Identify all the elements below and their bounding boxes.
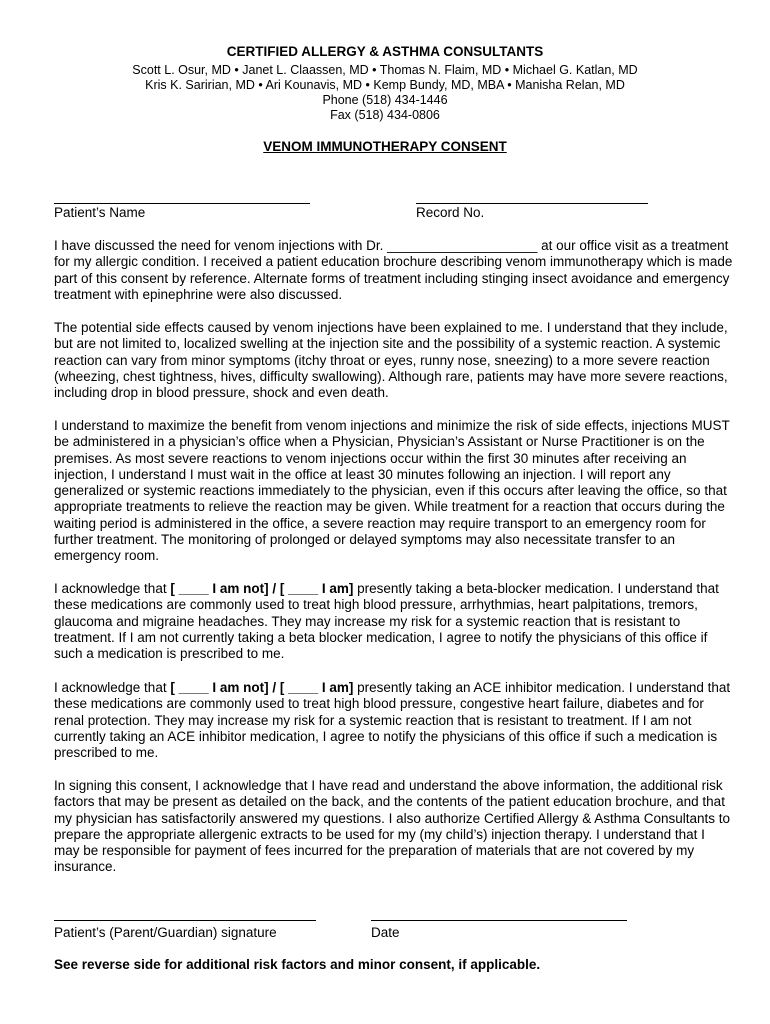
paragraph-beta-blocker (54, 581, 734, 662)
patient-name-field[interactable] (54, 203, 310, 204)
form-title: VENOM IMMUNOTHERAPY CONSENT (263, 139, 507, 154)
reverse-side-note: See reverse side for additional risk factors and minor consent, if applicable. (54, 957, 541, 972)
beta-blocker-choice[interactable]: [ ____ I am not] / [ ____ I am] (170, 581, 354, 596)
date-label: Date (371, 925, 400, 940)
phone-number: Phone (518) 434-1446 (322, 93, 448, 107)
patient-name-label: Patient’s Name (54, 205, 146, 220)
signature-label: Patient’s (Parent/Guardian) signature (54, 925, 277, 940)
date-field[interactable] (371, 920, 627, 921)
record-no-label: Record No. (416, 205, 485, 220)
beta-blocker-lead: I acknowledge that (54, 581, 171, 596)
paragraph-signing-consent: In signing this consent, I acknowledge that I have read and understand the above information, the additional risk factors that may be present as detailed on the back, and the contents of the patient education brochure, and that my physician has satisfactorily answered my questions. I also authorize Certified Allergy & Asthma Consultants to prepare the appropriate allergenic extracts to be used for my (my child’s) injection therapy. I understand that I may be responsible for payment of fees incurred for the preparation of materials that are not covered by my insurance. (54, 778, 731, 875)
signature-field[interactable] (54, 920, 316, 921)
ace-inhibitor-text: presently taking an ACE inhibitor medication. I understand that these medications are commonly used to treat high blood pressure, congestive heart failure, diabetes and for renal protection. They may increase my risk for a systemic reaction that is resistant to treatment. If I am not currently taking an ACE inhibitor medication, I agree to notify the physicians of this office if such a medication is prescribed to me. (54, 680, 731, 761)
ace-inhibitor-choice[interactable]: [ ____ I am not] / [ ____ I am] (170, 680, 354, 695)
paragraph-ace-inhibitor (54, 680, 734, 761)
paragraph-side-effects: The potential side effects caused by venom injections have been explained to me. I understand that they include, but are not limited to, localized swelling at the injection site and the possibility of a systemic reaction. A systemic reaction can vary from minor symptoms (itchy throat or eyes, runny nose, sneezing) to a more severe reaction (wheezing, chest tightness, hives, difficulty swallowing). Although rare, patients may have more severe reactions, including drop in blood pressure, shock and even death. (54, 320, 728, 401)
paragraph-discussion: I have discussed the need for venom injections with Dr. ____________________ at our office visit as a treatment for my allergic condition. I received a patient education brochure describing venom immunotherapy which is made part of this consent by reference. Alternate forms of treatment including stinging insect avoidance and emergency treatment with epinephrine were also discussed. (54, 238, 733, 302)
physicians-line-2: Kris K. Saririan, MD • Ari Kounavis, MD • Kemp Bundy, MD, MBA • Manisha Relan, MD (145, 78, 625, 92)
beta-blocker-text: presently taking a beta-blocker medication. I understand that these medications are commonly used to treat high blood pressure, arrhythmias, heart palpitations, tremors, glaucoma and migraine headaches. They may increase my risk for a systemic reaction that is resistant to treatment. If I am not currently taking a beta blocker medication, I agree to notify the physicians of this office if such a medication is prescribed to me. (54, 581, 719, 662)
fax-number: Fax (518) 434-0806 (330, 108, 440, 122)
record-no-field[interactable] (416, 203, 648, 204)
physicians-line-1: Scott L. Osur, MD • Janet L. Claassen, MD • Thomas N. Flaim, MD • Michael G. Katlan, MD (132, 63, 638, 77)
practice-name: CERTIFIED ALLERGY & ASTHMA CONSULTANTS (226, 44, 544, 59)
ace-inhibitor-lead: I acknowledge that (54, 680, 171, 695)
paragraph-administration: I understand to maximize the benefit from venom injections and minimize the risk of side effects, injections MUST be administered in a physician’s office when a Physician, Physician’s Assistant or Nurse Practitioner is on the premises. As most severe reactions to venom injections occur within the first 30 minutes after receiving an injection, I understand I must wait in the office at least 30 minutes following an injection. I will report any generalized or systemic reactions immediately to the physician, even if this occurs after leaving the office, so that appropriate treatments to relieve the reaction may be given. While treatment for a reaction that occurs during the waiting period is administered in the office, a severe reaction may require transport to an emergency room for further treatment. The monitoring of prolonged or delayed symptoms may also necessitate transfer to an emergency room. (54, 418, 730, 564)
